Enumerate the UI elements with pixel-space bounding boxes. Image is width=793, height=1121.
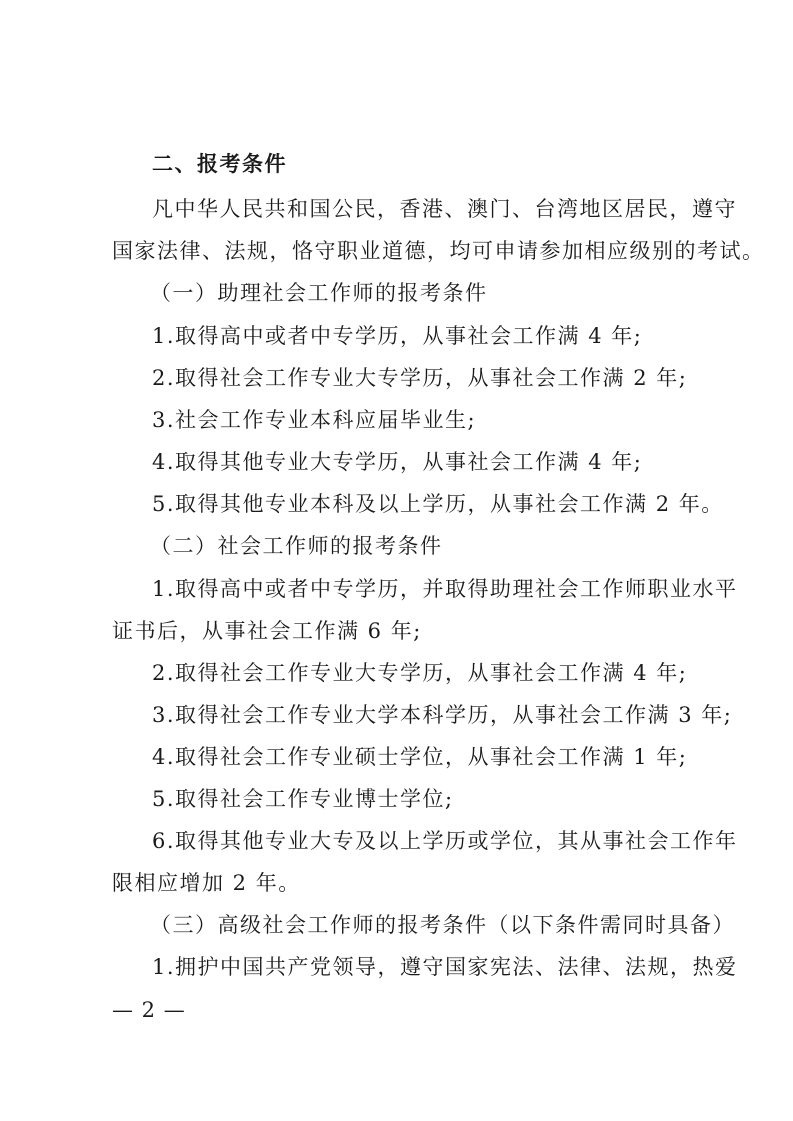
part2-item-6-line-2: 限相应增加 2 年。: [112, 871, 301, 895]
intro-line-1: 凡中华人民共和国公民，香港、澳门、台湾地区居民，遵守: [152, 197, 737, 221]
part1-item-5: 5.取得其他专业本科及以上学历，从事社会工作满 2 年。: [152, 492, 724, 516]
part1-item-1: 1.取得高中或者中专学历，从事社会工作满 4 年;: [152, 324, 643, 348]
part1-title: （一）助理社会工作师的报考条件: [150, 281, 488, 305]
part2-item-3: 3.取得社会工作专业大学本科学历，从事社会工作满 3 年;: [152, 703, 733, 727]
part1-item-2: 2.取得社会工作专业大专学历，从事社会工作满 2 年;: [152, 366, 688, 390]
part3-item-1-line-1: 1.拥护中国共产党领导，遵守国家宪法、法律、法规，热爱: [152, 955, 738, 979]
part2-item-2: 2.取得社会工作专业大专学历，从事社会工作满 4 年;: [152, 661, 688, 685]
section-heading: 二、报考条件: [152, 151, 287, 176]
page-number: — 2 —: [112, 998, 186, 1022]
part2-item-5: 5.取得社会工作专业博士学位;: [152, 787, 454, 811]
part2-title: （二）社会工作师的报考条件: [150, 534, 443, 558]
part1-item-3: 3.社会工作专业本科应届毕业生;: [152, 408, 477, 432]
part2-item-4: 4.取得社会工作专业硕士学位，从事社会工作满 1 年;: [152, 745, 688, 769]
part2-item-6-line-1: 6.取得其他专业大专及以上学历或学位，其从事社会工作年: [152, 829, 738, 853]
intro-line-2: 国家法律、法规，恪守职业道德，均可申请参加相应级别的考试。: [112, 239, 765, 263]
part3-title: （三）高级社会工作师的报考条件（以下条件需同时具备）: [150, 913, 735, 937]
part1-item-4: 4.取得其他专业大专学历，从事社会工作满 4 年;: [152, 450, 643, 474]
part2-item-1-line-1: 1.取得高中或者中专学历，并取得助理社会工作师职业水平: [152, 577, 738, 601]
part2-item-1-line-2: 证书后，从事社会工作满 6 年;: [112, 619, 422, 643]
